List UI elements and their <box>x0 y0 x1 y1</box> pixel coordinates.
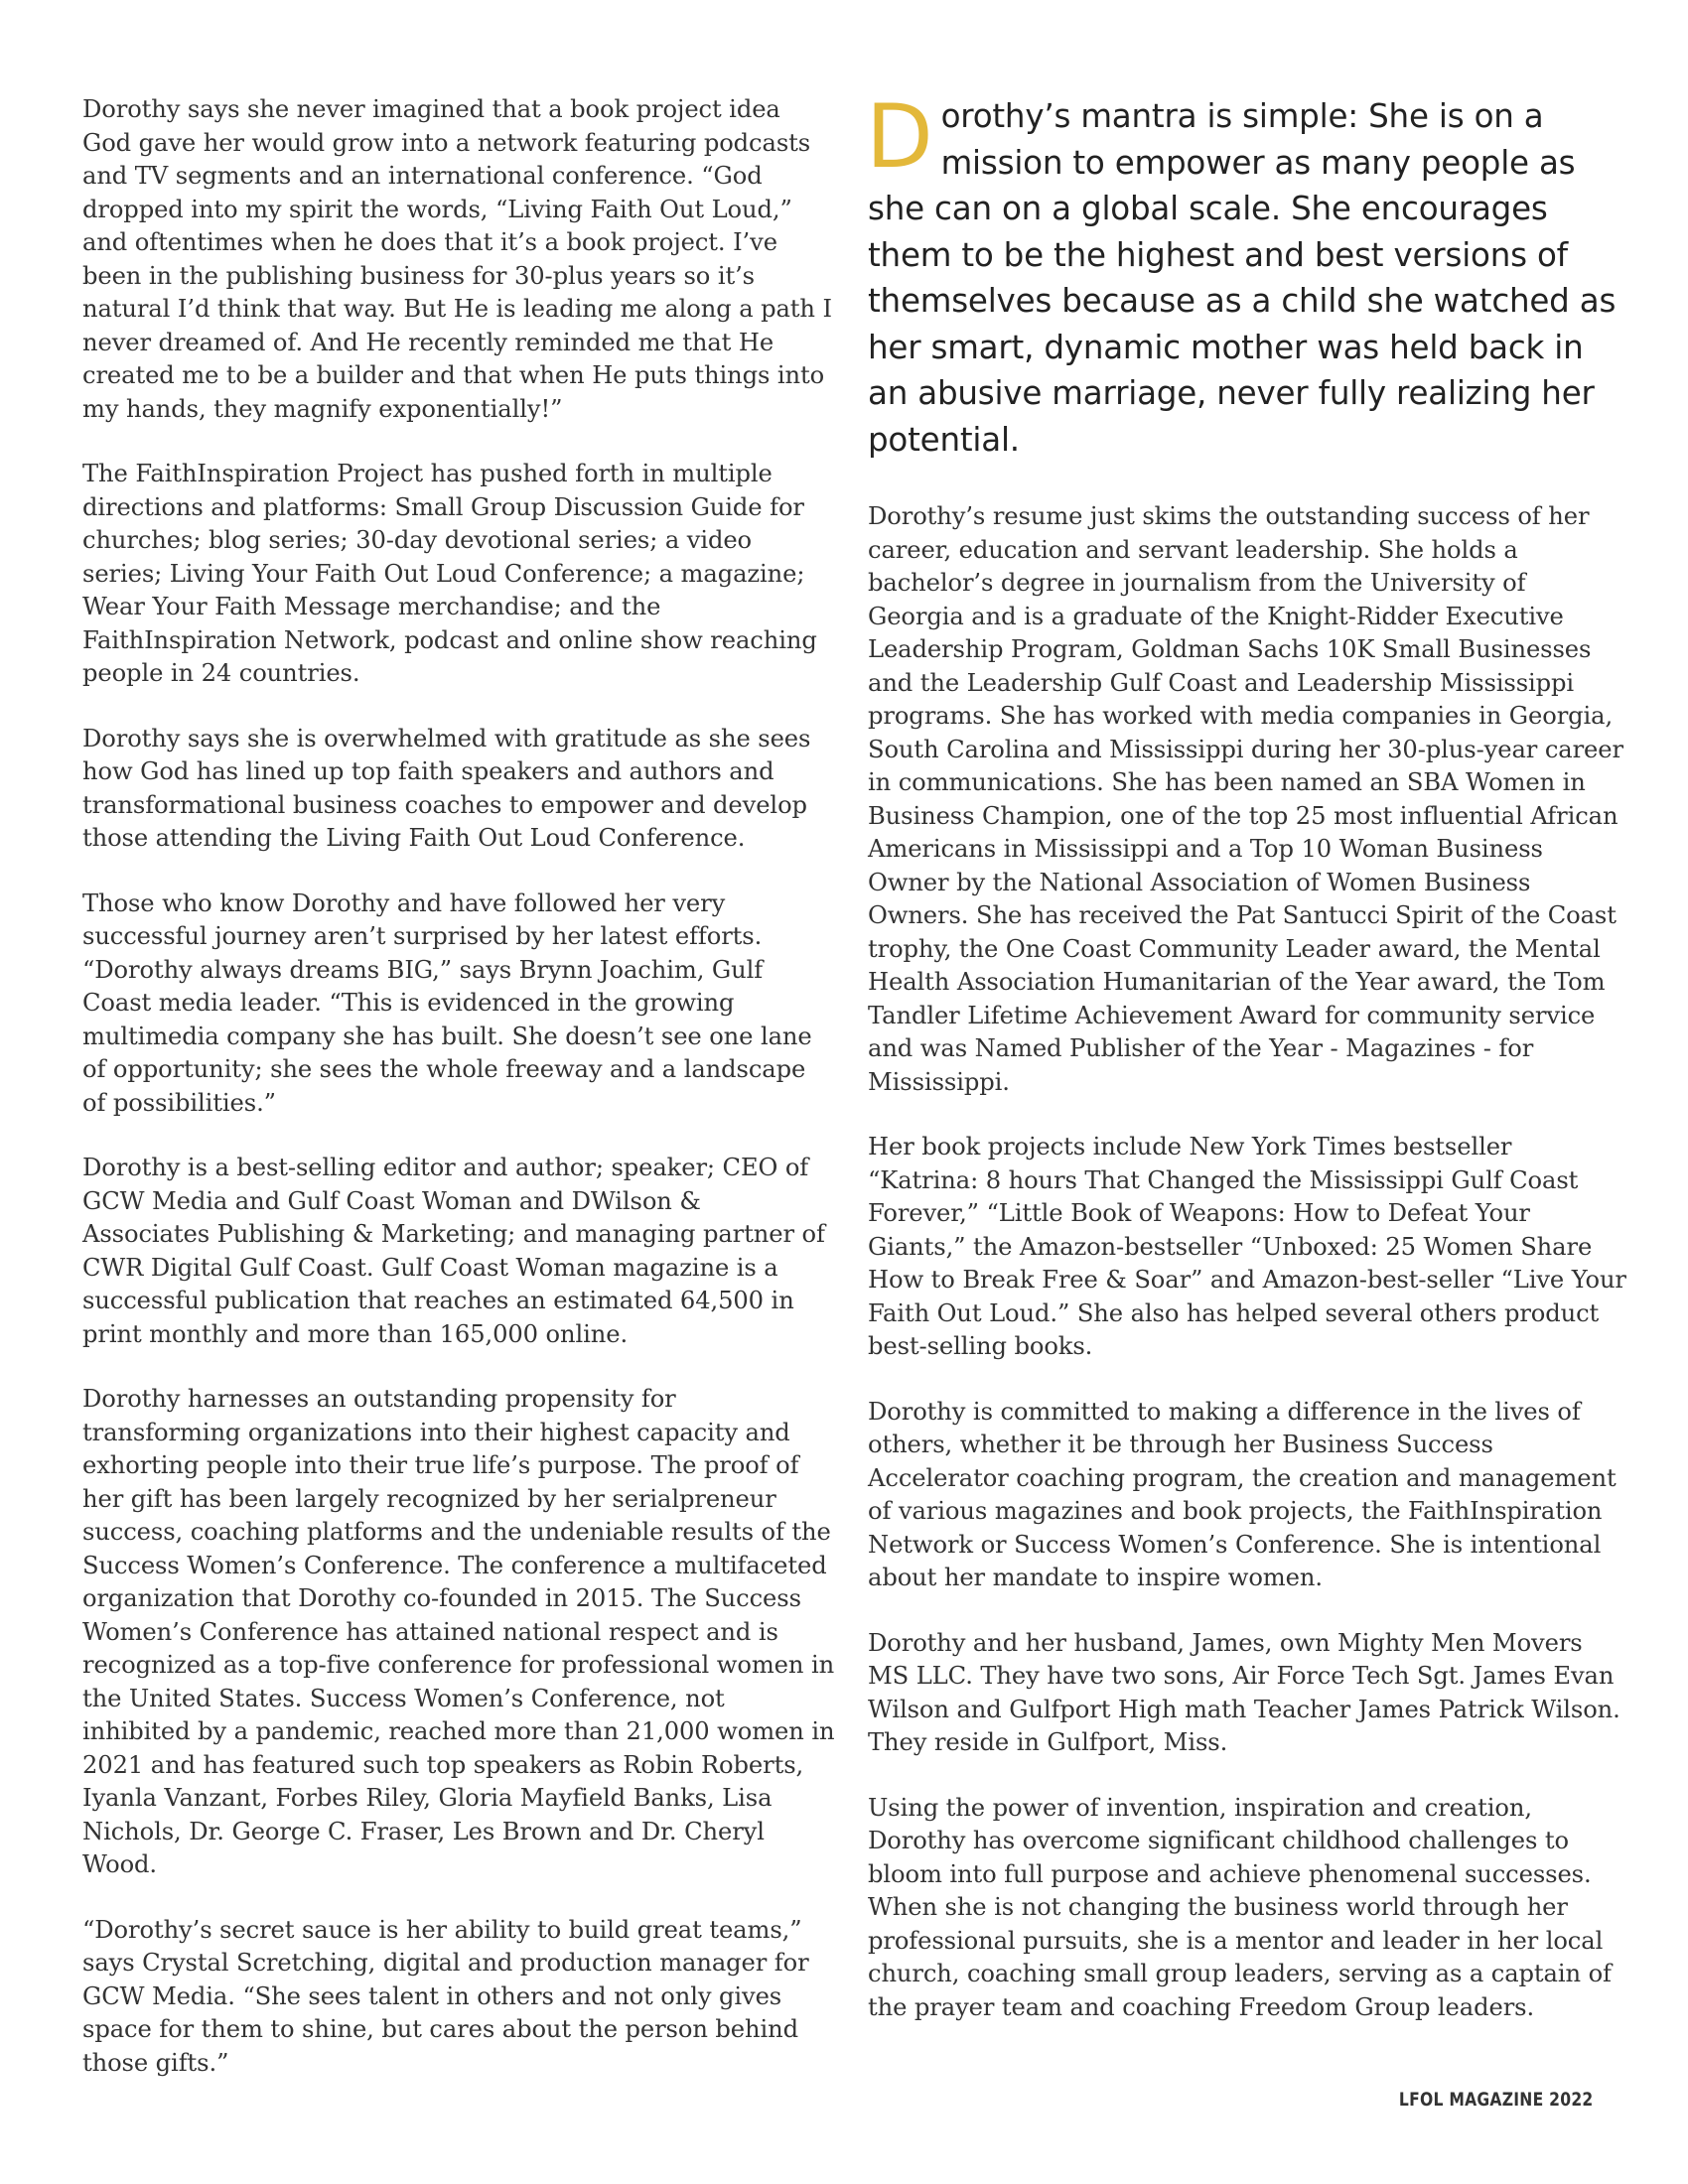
paragraph-success-womens-conference: Dorothy harnesses an outstanding propensity for transforming organizations into their highest capacity and exhorting people into their true life’s purpose. The proof of her gift has been largely recognized by her serialpreneur success, coaching platforms and the undeniable results of the Success Women’s Conference. The conference a multifaceted organization that Dorothy co-founded in 2015. The Success Women’s Conference has attained national respect and is recognized as a top-five conference for professional women in the United States. Success Women’s Conference, not inhibited by a pandemic, reached more than 21,000 women in 2021 and has featured such top speakers as Robin Roberts, Iyanla Vanzant, Forbes Riley, Gloria Mayfield Banks, Lisa Nichols, Dr. George C. Fraser, Les Brown and Dr. Cheryl Wood. <box>82 1385 835 1878</box>
drop-cap: D <box>866 85 933 188</box>
right-column <box>866 85 1628 2056</box>
paragraph-power-of-invention: Using the power of invention, inspiration and creation, Dorothy has overcome significant childhood challenges to bloom into full purpose and achieve phenomenal successes. When she is not changing the business world through her professional pursuits, she is a mentor and leader in her local church, coaching small group leaders, serving as a captain of the prayer team and coaching Freedom Group leaders. <box>868 1793 1612 2021</box>
paragraph-gratitude: Dorothy says she is overwhelmed with gratitude as she sees how God has lined up top faith speakers and authors and transformational business coaches to empower and develop those attending the Living Faith Out Loud Conference. <box>82 724 811 852</box>
paragraph-best-selling-editor: Dorothy is a best-selling editor and author; speaker; CEO of GCW Media and Gulf Coast Woman and DWilson & Associates Publishing & Marketing; and managing partner of CWR Digital Gulf Coast. Gulf Coast Woman magazine is a successful publication that reaches an estimated 64,500 in print monthly and more than 165,000 online. <box>82 1154 825 1348</box>
paragraph-faithinspiration-project: The FaithInspiration Project has pushed forth in multiple directions and platforms: Small Group Discussion Guide for churches; blog series; 30-day devotional series; a video series; Living Your Faith Out Loud Conference; a magazine; Wear Your Faith Message merchandise; and the FaithInspiration Network, podcast and online show reaching people in 24 countries. <box>82 460 817 687</box>
paragraph-family: Dorothy and her husband, James, own Mighty Men Movers MS LLC. They have two sons, Air Force Tech Sgt. James Evan Wilson and Gulfport High math Teacher James Patrick Wilson. They reside in Gulfport, Miss. <box>868 1628 1620 1756</box>
footer-magazine-label: LFOL MAGAZINE 2022 <box>1398 2089 1593 2111</box>
paragraph-secret-sauce: “Dorothy’s secret sauce is her ability to build great teams,” says Crystal Scretching, digital and production manager for GCW Media. “She sees talent in others and not only gives space for them to shine, but cares about the person behind those gifts.” <box>82 1915 809 2077</box>
paragraph-dreams-big: Those who know Dorothy and have followed her very successful journey aren’t surprised by her latest efforts. “Dorothy always dreams BIG,” says Brynn Joachim, Gulf Coast media leader. “This is evidenced in the growing multimedia company she has built. She doesn’t see one lane of opportunity; she sees the whole freeway and a landscape of possibilities.” <box>82 888 812 1117</box>
paragraph-resume: Dorothy’s resume just skims the outstanding success of her career, education and servant leadership. She holds a bachelor’s degree in journalism from the University of Georgia and is a graduate of the Knight-Ridder Executive Leadership Program, Goldman Sachs 10K Small Businesses and the Leadership Gulf Coast and Leadership Mississippi programs. She has worked with media companies in Georgia, South Carolina and Mississippi during her 30-plus-year career in communications. She has been named an SBA Women in Business Champion, one of the top 25 most influential African Americans in Mississippi and a Top 10 Woman Business Owner by the National Association of Women Business Owners. She has received the Pat Santucci Spirit of the Coast trophy, the One Coast Community Leader award, the Mental Health Association Humanitarian of the Year award, the Tom Tandler Lifetime Achievement Award for community service and was Named Publisher of the Year - Magazines - for Mississippi. <box>868 502 1623 1096</box>
paragraph-committed: Dorothy is committed to making a difference in the lives of others, whether it be through her Business Success Accelerator coaching program, the creation and management of various magazines and book projects, the FaithInspiration Network or Success Women’s Conference. She is intentional about her mandate to inspire women. <box>868 1397 1617 1591</box>
left-column <box>82 93 835 2112</box>
pull-quote-text: orothy’s mantra is simple: She is on a mission to empower as many people as she can on a global scale. She encourages them to be the highest and best versions of themselves because as a child she watched as her smart, dynamic mother was held back in an abusive marriage, never fully realizing her potential. <box>868 97 1617 459</box>
pull-quote <box>866 85 1628 463</box>
paragraph-book-projects: Her book projects include New York Times bestseller “Katrina: 8 hours That Changed the Mississippi Gulf Coast Forever,” “Little Book of Weapons: How to Defeat Your Giants,” the Amazon-bestseller “Unboxed: 25 Women Share How to Break Free & Soar” and Amazon-best-seller “Live Your Faith Out Loud.” She also has helped several others product best-selling books. <box>868 1133 1626 1360</box>
paragraph-book-project-idea: Dorothy says she never imagined that a book project idea God gave her would grow into a network featuring podcasts and TV segments and an international conference. “God dropped into my spirit the words, “Living Faith Out Loud,” and oftentimes when he does that it’s a book project. I’ve been in the publishing business for 30-plus years so it’s natural I’d think that way. But He is leading me along a path I never dreamed of. And He recently reminded me that He created me to be a builder and that when He puts things into my hands, they magnify exponentially!” <box>82 95 832 423</box>
